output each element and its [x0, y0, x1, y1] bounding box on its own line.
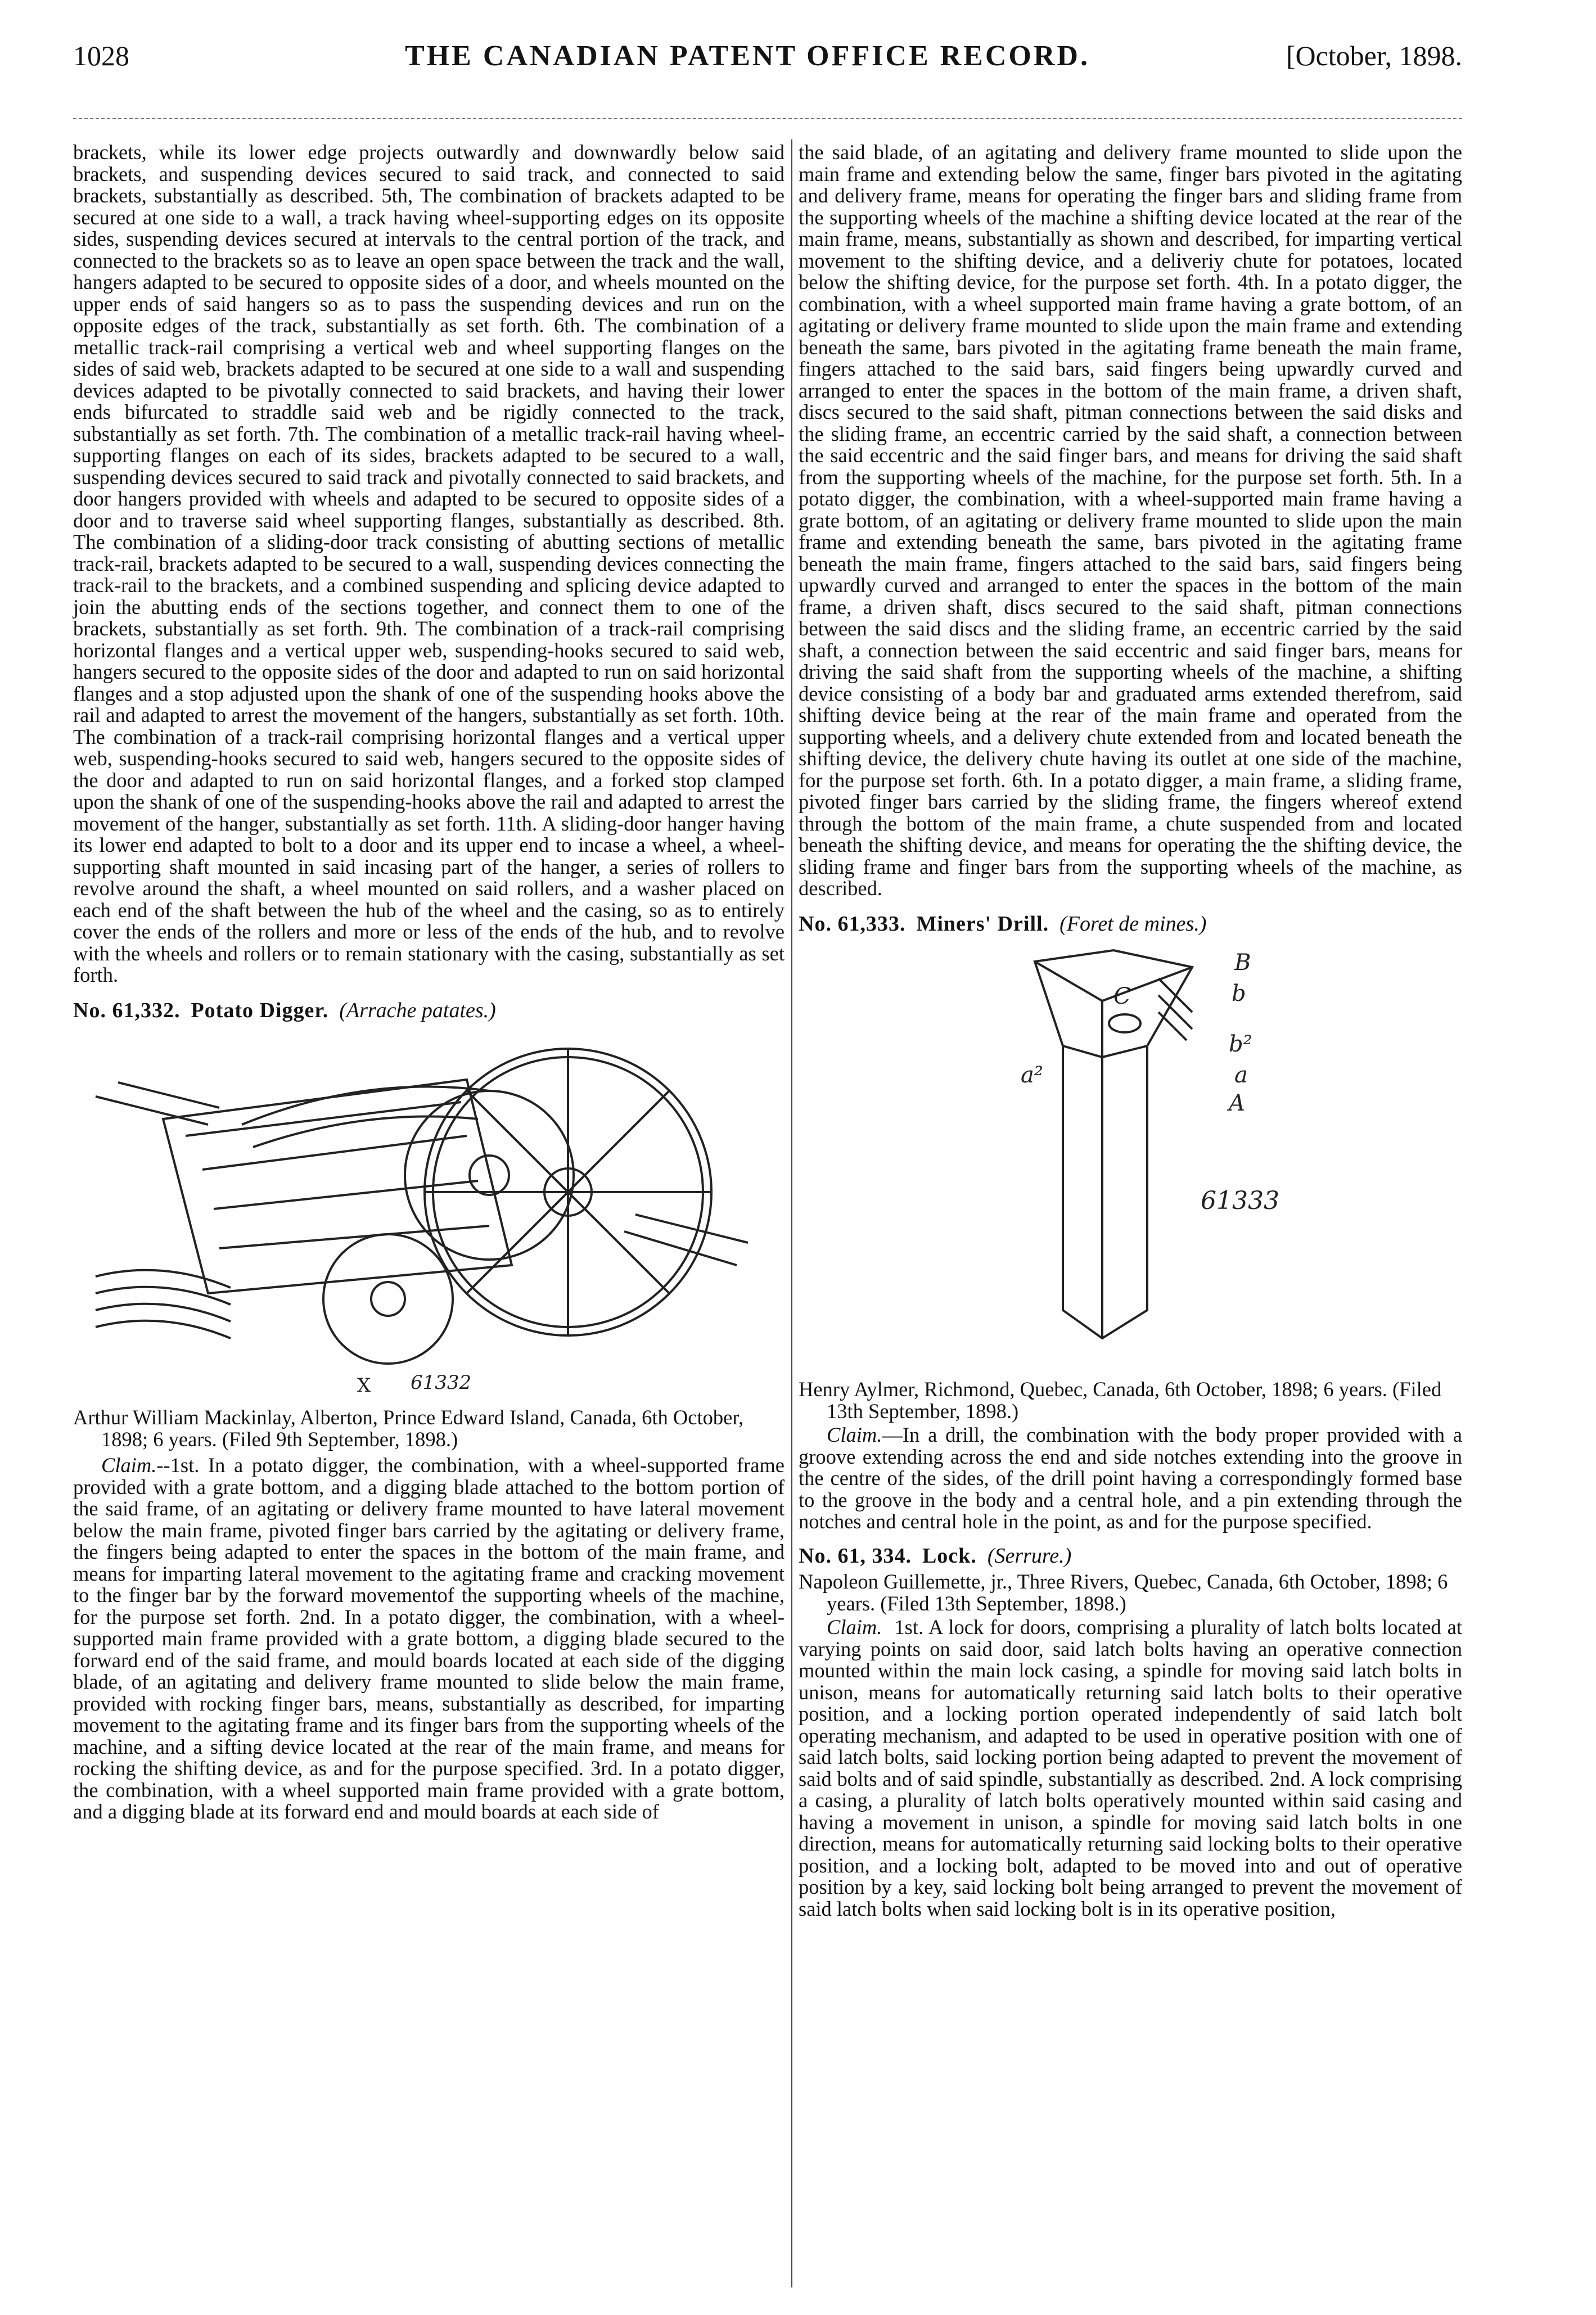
fig-letter-b2: b²	[1229, 1031, 1252, 1057]
potato-digger-figure	[73, 1029, 785, 1400]
lock-heading	[799, 1545, 1462, 1567]
column-divider	[791, 139, 792, 2287]
journal-title: THE CANADIAN PATENT OFFICE RECORD.	[405, 40, 1090, 72]
right-column	[799, 142, 1462, 1920]
fig-letter-b: b	[1232, 981, 1246, 1007]
fig-letter-a2: a²	[1021, 1062, 1043, 1088]
drill-heading	[799, 913, 1462, 935]
claim-label: Claim.	[827, 1423, 882, 1446]
drill-number: No. 61,333.	[799, 911, 906, 936]
page-header	[73, 39, 1462, 84]
fig-letter-B: B	[1234, 950, 1251, 976]
fig-letter-C: C	[1113, 983, 1131, 1009]
figure-mark: X	[357, 1374, 371, 1397]
patent-number: No. 61,332.	[73, 998, 181, 1022]
left-column	[73, 142, 785, 1823]
patent-french-title: (Arrache patates.)	[339, 998, 496, 1022]
lock-claim	[799, 1617, 1462, 1920]
fig-letter-A: A	[1229, 1090, 1245, 1116]
header-rule	[73, 118, 1462, 119]
claim-text: --1st. In a potato digger, the combination, with a wheel-supported frame provided with a grate bottom, and a digging blade attached to the bottom portion of the said frame, of an agitating or delivery frame mounted to have lateral movement below the main frame, pivoted finger bars carried by the agitating or delivery frame, the fingers being adapted to enter the spaces in the bottom of the main frame, and means for imparting lateral movement to the agitating frame and cracking movement to the finger bar by the forward movementof the supporting wheels of the machine, for the purpose set forth. 2nd. In a potato digger, the combination, with a wheel-supported main frame provided with a grate bottom, a digging blade secured to the forward end of the said frame, and mould boards located at each side of the digging blade, of an agitating and delivery frame mounted to slide below the main frame, provided with rocking finger bars, means, substantially as described, for imparting movement to the agitating frame and its finger bars from the supporting wheels of the machine, and a sifting device located at the rear of the main frame, and means for rocking the shifting device, as and for the purpose specified. 3rd. In a potato digger, the combination, with a wheel supported main frame provided with a grate bottom, and a digging blade at its forward end and mould boards at each side of	[73, 1454, 785, 1823]
patent-claim	[73, 1455, 785, 1823]
lock-number: No. 61, 334.	[799, 1544, 912, 1568]
continuation-text: brackets, while its lower edge projects outwardly and downwardly below said brackets, and suspending devices secured to said track, and connected to said brackets, substantially as described. 5th, The combination of brackets adapted to be secured at one side to a wall, a track having wheel-supporting edges on its opposite sides, suspending devices secured at intervals to the central portion of the track, and connected to the brackets so as to leave an open space between the track and the wall, hangers adapted to be secured to opposite sides of a door, and wheels mounted on the upper ends of said hangers so as to pass the suspending devices and run on the opposite edges of the track, substantially as set forth. 6th. The combination of a metallic track-rail comprising a vertical web and wheel supporting flanges on the sides of said web, brackets adapted to be secured at one side to a wall and suspending devices adapted to be pivotally connected to said brackets, and having their lower ends bifurcated to straddle said web and be rigidly connected to the track, substantially as set forth. 7th. The combination of a metallic track-rail having wheel-supporting flanges on each of its sides, brackets adapted to be secured to a wall, suspending devices secured to said track and pivotally connected to said brackets, and door hangers provided with wheels and adapted to be secured to opposite sides of a door and to traverse said wheel supporting flanges, substantially as described. 8th. The combination of a sliding-door track consisting of abutting sections of metallic track-rail, brackets adapted to be secured to a wall, suspending devices connecting the track-rail to the brackets, and a combined suspending and splicing device adapted to join the abutting ends of the sections together, and connect them to one of the brackets, substantially as set forth. 9th. The combination of a track-rail comprising horizontal flanges and a vertical upper web, suspending-hooks secured to said web, hangers secured to the opposite sides of the door and adapted to run on said horizontal flanges and a stop adjusted upon the shank of one of the suspending hooks above the rail and adapted to arrest the movement of the hangers, substantially as set forth. 10th. The combination of a track-rail comprising horizontal flanges and a vertical upper web, suspending-hooks secured to said web, hangers secured to the opposite sides of the door and adapted to run on said horizontal flanges, and a forked stop clamped upon the shank of one of the suspending-hooks above the rail and adapted to arrest the movement of the hanger, substantially as set forth. 11th. A sliding-door hanger having its lower end adapted to bolt to a door and its upper end to incase a wheel, a wheel-supporting shaft mounted in said incasing part of the hanger, a series of rollers to revolve around the shaft, a wheel mounted on said rollers, and a washer placed on each end of the shaft between the hub of the wheel and the casing, so as to entirely cover the ends of the rollers and more or less of the ends of the hub, and to revolve with the wheels and rollers or to remain stationary with the casing, substantially as set forth.	[73, 141, 785, 986]
claim-label: Claim.	[101, 1454, 157, 1477]
drill-claim	[799, 1424, 1462, 1533]
claim-text: —In a drill, the combination with the body proper provided with a groove extending across the end and side notches extending into the groove in the centre of the sides, of the drill point having a correspondingly formed base to the groove in the body and a central hole, and a pin extending through the notches and central hole in the point, as and for the purpose specified.	[799, 1423, 1462, 1533]
patent-heading	[73, 1000, 785, 1022]
drill-inventor: Henry Aylmer, Richmond, Quebec, Canada, 6th October, 1898; 6 years. (Filed 13th September, 1898.)	[799, 1378, 1442, 1423]
patent-inventor: Arthur William Mackinlay, Alberton, Prince Edward Island, Canada, 6th October, 1898; 6 years. (Filed 9th September, 1898.)	[73, 1406, 744, 1451]
continuation-text: the said blade, of an agitating and delivery frame mounted to slide upon the main frame and extending below the same, finger bars pivoted in the agitating and delivery frame, means for operating the finger bars and sliding frame from the supporting wheels of the machine a shifting device located at the rear of the main frame, means, substantially as shown and described, for imparting vertical movement to the shifting device, and a deliveriy chute for potatoes, located below the shifting device, for the purpose set forth. 4th. In a potato digger, the combination, with a wheel supported main frame having a grate bottom, of an agitating or delivery frame mounted to slide upon the main frame and extending beneath the same, bars pivoted in the agitating frame beneath the main frame, fingers attached to the said bars, said fingers being upwardly curved and arranged to enter the spaces in the bottom of the main frame, a driven shaft, discs secured to the said shaft, pitman connections between the said disks and the sliding frame, an eccentric carried by the said shaft, a connection between the said eccentric and the said finger bars, and means for driving the said shaft from the supporting wheels of the machine, for the purpose set forth. 5th. In a potato digger, the combination, with a wheel-supported main frame having a grate bottom, of an agitating or delivery frame mounted to slide upon the main frame and extending beneath the same, bars pivoted in the agitating frame beneath the main frame, fingers attached to the said bars, said fingers being upwardly curved and arranged to enter the spaces in the bottom of the main frame, a driven shaft, discs secured to the said shaft, pitman connections between the said discs and the sliding frame, an eccentric carried by the said shaft, a connection between the said eccentric and said finger bars, means for driving the said shaft from the supporting wheels of the machine, a shifting device consisting of a body bar and graduated arms extended therefrom, said shifting device being at the rear of the main frame and operated from the supporting wheels, and a delivery chute extended from and located beneath the shifting device, the delivery chute having its outlet at one side of the machine, for the purpose set forth. 6th. In a potato digger, a main frame, a sliding frame, pivoted finger bars carried by the sliding frame, the fingers whereof extend through the bottom of the main frame, a chute suspended from and located beneath the shifting device, and means for operating the the shifting device, the sliding frame and finger bars from the supporting wheels of the machine, as described.	[799, 141, 1462, 900]
claim-text: 1st. A lock for doors, comprising a plurality of latch bolts located at varying points on said door, said latch bolts having an operative connection mounted within the main lock casing, a spindle for moving said latch bolts in unison, means for automatically returning said latch bolts to their operative position, and a locking portion operated independently of said latch bolt operating mechanism, and adapted to be used in operative position with one of said latch bolts, said locking portion being adapted to prevent the movement of said bolts and of said spindle, substantially as described. 2nd. A lock comprising a casing, a plurality of latch bolts operatively mounted within said casing and having a movement in unison, a spindle for moving said latch bolts in one direction, means for automatically returning said locking bolts to their operative position, and a locking bolt, adapted to be moved into and out of operative position by a key, said locking bolt being arranged to prevent the movement of said latch bolts when said locking bolt is in its operative position,	[799, 1615, 1462, 1920]
lock-inventor: Napoleon Guillemette, jr., Three Rivers, Quebec, Canada, 6th October, 1898; 6 years. (Filed 13th September, 1898.)	[799, 1570, 1448, 1615]
drill-french-title: (Foret de mines.)	[1060, 911, 1207, 936]
drill-figure	[799, 945, 1462, 1372]
patent-title: Potato Digger.	[191, 998, 329, 1022]
drill-title: Miners' Drill.	[916, 911, 1049, 936]
fig-letter-a: a	[1234, 1062, 1248, 1088]
drill-figure-label: 61333	[1201, 1186, 1279, 1215]
potato-digger-drawing	[73, 1029, 785, 1400]
figure-label: 61332	[411, 1371, 472, 1394]
claim-label: Claim.	[827, 1615, 882, 1639]
lock-title: Lock.	[922, 1544, 977, 1568]
drill-drawing	[799, 945, 1462, 1372]
issue-date: [October, 1898.	[1286, 40, 1462, 71]
page-number: 1028	[73, 40, 129, 71]
lock-french-title: (Serrure.)	[987, 1544, 1072, 1568]
